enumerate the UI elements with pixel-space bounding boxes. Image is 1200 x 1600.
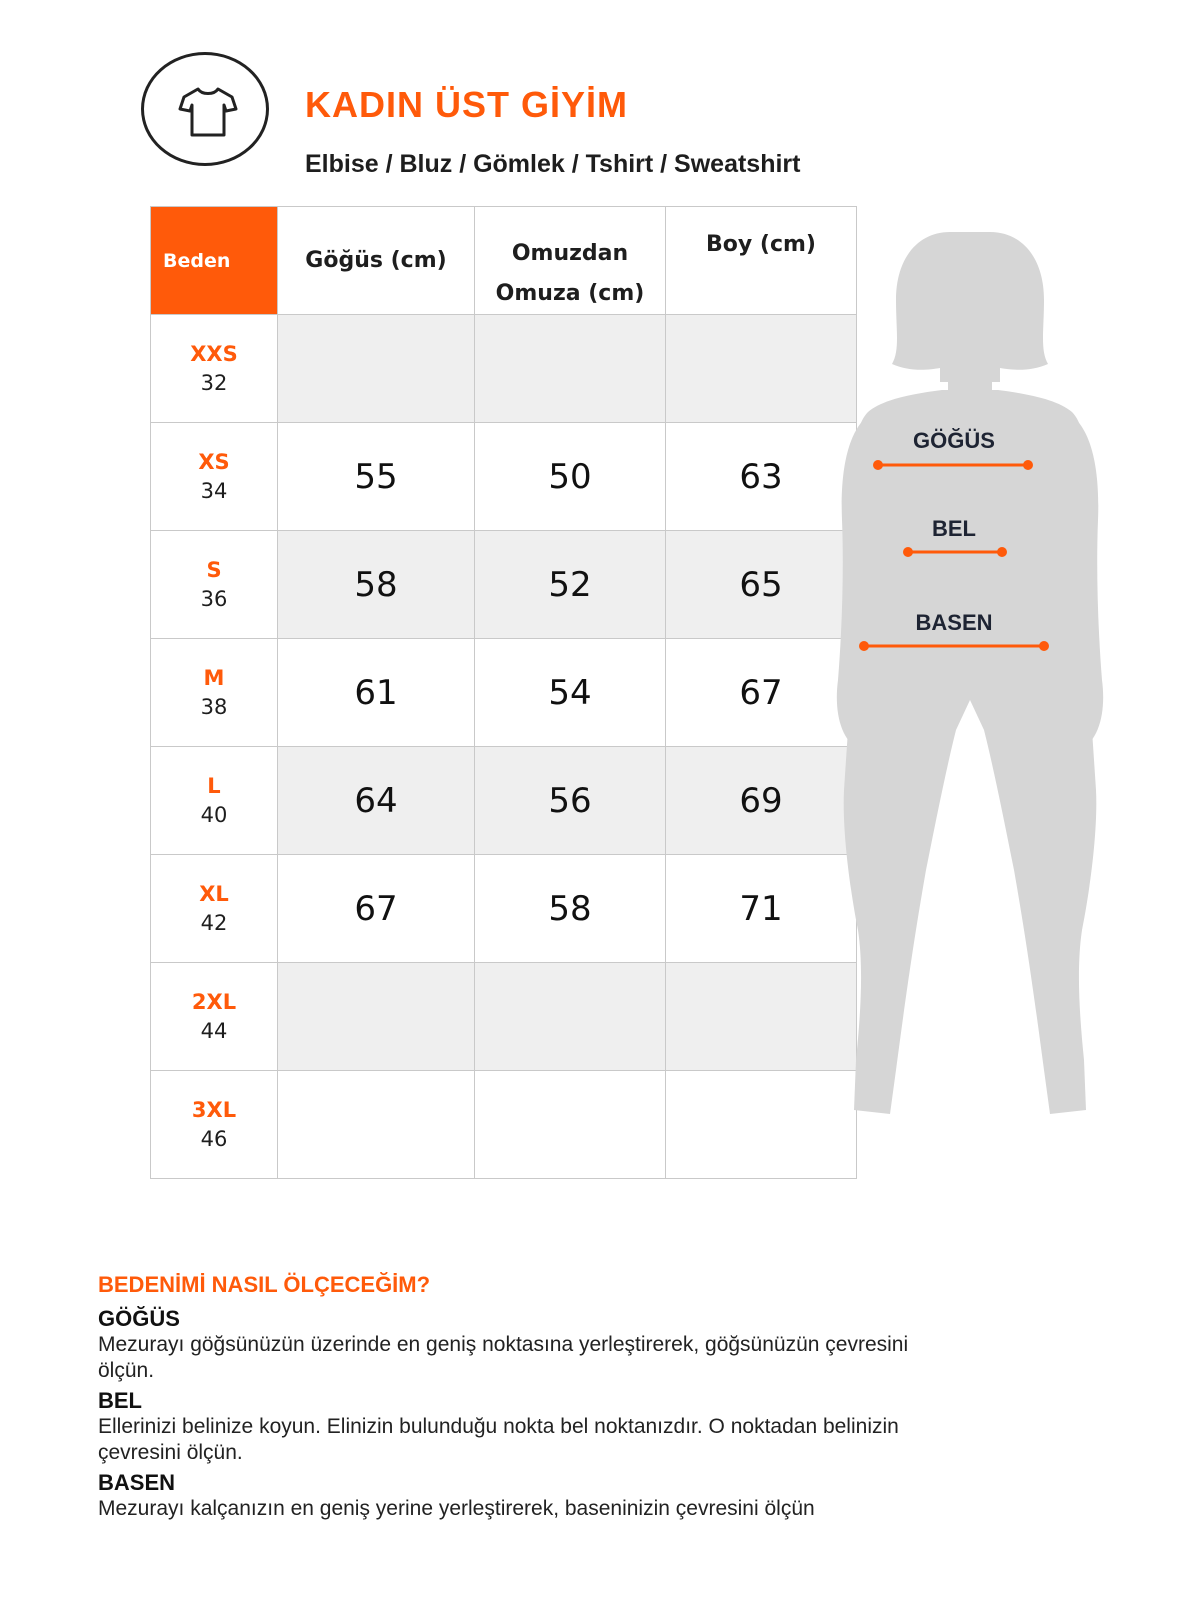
size-number: 44 bbox=[200, 1018, 228, 1043]
header-shoulder-line2: Omuza (cm) bbox=[495, 280, 645, 306]
size-cell bbox=[151, 423, 278, 531]
measurement-guide bbox=[98, 1272, 928, 1526]
chest-value: 55 bbox=[278, 423, 475, 531]
size-table bbox=[150, 206, 857, 1179]
header-shoulder-line1: Omuzdan bbox=[511, 240, 629, 266]
size-cell bbox=[151, 531, 278, 639]
chest-value bbox=[278, 315, 475, 423]
table-row bbox=[151, 423, 857, 531]
size-number: 38 bbox=[200, 694, 228, 719]
shoulder-value: 52 bbox=[475, 531, 666, 639]
size-number: 42 bbox=[200, 910, 228, 935]
size-number: 36 bbox=[200, 586, 228, 611]
size-label: 2XL bbox=[191, 989, 237, 1014]
body-figure bbox=[830, 230, 1110, 1135]
table-row bbox=[151, 963, 857, 1071]
chest-value bbox=[278, 963, 475, 1071]
table-row bbox=[151, 531, 857, 639]
size-cell bbox=[151, 747, 278, 855]
label-chest: GÖĞÜS bbox=[913, 428, 995, 453]
size-number: 32 bbox=[200, 370, 228, 395]
size-label: XL bbox=[199, 881, 229, 906]
label-hip: BASEN bbox=[915, 610, 993, 635]
guide-text-hip: Mezurayı kalçanızın en geniş yerine yerleştirerek, baseninizin çevresini ölçün bbox=[98, 1497, 815, 1520]
size-label: S bbox=[206, 557, 222, 582]
size-label: M bbox=[203, 665, 225, 690]
size-cell bbox=[151, 1071, 278, 1179]
size-number: 40 bbox=[200, 802, 228, 827]
size-cell bbox=[151, 855, 278, 963]
chest-value bbox=[278, 1071, 475, 1179]
length-value: 67 bbox=[666, 639, 857, 747]
tshirt-icon bbox=[176, 83, 240, 141]
shoulder-value bbox=[475, 315, 666, 423]
table-row bbox=[151, 315, 857, 423]
guide-heading-hip: BASEN bbox=[98, 1470, 176, 1495]
size-cell bbox=[151, 315, 278, 423]
size-cell bbox=[151, 963, 278, 1071]
size-label: XXS bbox=[190, 341, 238, 366]
header-shoulder bbox=[475, 207, 666, 315]
length-value bbox=[666, 315, 857, 423]
shoulder-value bbox=[475, 963, 666, 1071]
header-length-text: Boy (cm) bbox=[706, 232, 816, 257]
table-header-row bbox=[151, 207, 857, 315]
table-row bbox=[151, 1071, 857, 1179]
shoulder-value: 56 bbox=[475, 747, 666, 855]
page-title: KADIN ÜST GİYİM bbox=[305, 84, 629, 125]
shoulder-value: 58 bbox=[475, 855, 666, 963]
table-row bbox=[151, 747, 857, 855]
label-waist: BEL bbox=[932, 516, 976, 541]
size-cell bbox=[151, 639, 278, 747]
shoulder-value: 54 bbox=[475, 639, 666, 747]
guide-heading-waist: BEL bbox=[98, 1388, 142, 1413]
chest-value: 64 bbox=[278, 747, 475, 855]
table-row bbox=[151, 639, 857, 747]
shoulder-value bbox=[475, 1071, 666, 1179]
length-value: 65 bbox=[666, 531, 857, 639]
page-subtitle: Elbise / Bluz / Gömlek / Tshirt / Sweatshirt bbox=[305, 150, 801, 178]
length-value bbox=[666, 1071, 857, 1179]
guide-title: BEDENİMİ NASIL ÖLÇECEĞİM? bbox=[98, 1272, 431, 1297]
size-label: L bbox=[207, 773, 221, 798]
guide-heading-chest: GÖĞÜS bbox=[98, 1306, 180, 1331]
logo-circle bbox=[141, 52, 269, 166]
size-label: 3XL bbox=[191, 1097, 237, 1122]
length-value: 69 bbox=[666, 747, 857, 855]
guide-text-chest: Mezurayı göğsünüzün üzerinde en geniş noktasına yerleştirerek, göğsünüzün çevresini ölçün. bbox=[98, 1333, 909, 1382]
chest-value: 58 bbox=[278, 531, 475, 639]
chest-value: 61 bbox=[278, 639, 475, 747]
size-number: 34 bbox=[200, 478, 228, 503]
header-length bbox=[666, 207, 857, 315]
header-size: Beden bbox=[151, 207, 278, 315]
header-chest: Göğüs (cm) bbox=[278, 207, 475, 315]
length-value: 71 bbox=[666, 855, 857, 963]
shoulder-value: 50 bbox=[475, 423, 666, 531]
chest-value: 67 bbox=[278, 855, 475, 963]
guide-text-waist: Ellerinizi belinize koyun. Elinizin bulunduğu nokta bel noktanızdır. O noktadan belinizin çevresini ölçün. bbox=[98, 1415, 899, 1464]
length-value bbox=[666, 963, 857, 1071]
table-body bbox=[151, 315, 857, 1179]
table-row bbox=[151, 855, 857, 963]
body-silhouette bbox=[830, 230, 1110, 1130]
length-value: 63 bbox=[666, 423, 857, 531]
size-number: 46 bbox=[200, 1126, 228, 1151]
size-label: XS bbox=[198, 449, 230, 474]
